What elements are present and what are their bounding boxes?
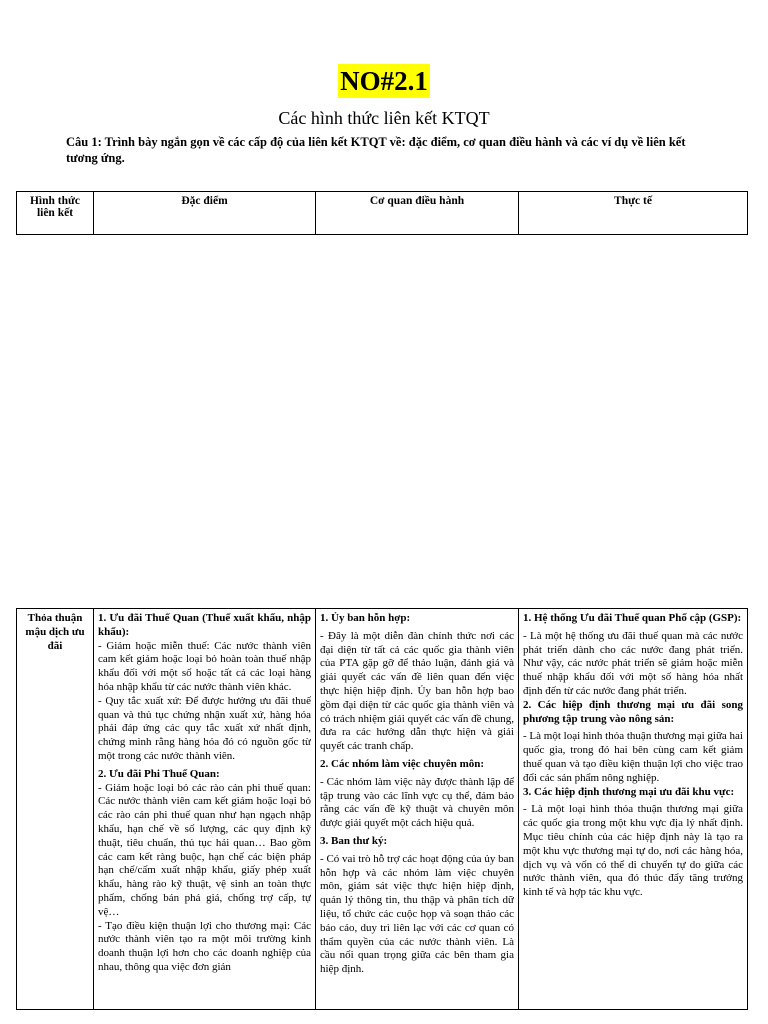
header-table: [16, 191, 748, 235]
thuc-te-para-3: - Là một loại hình thỏa thuận thương mại giữa các quốc gia trong một khu vực địa lý nhất định. Mục tiêu chính của các hiệp định này là tạo ra một khu vực thương mại tự do, nơi các hàng hóa, dịch vụ và vốn có thể di chuyển tự do giữa các nước thành viên, qua đó thúc đẩy tăng trưởng kinh tế và hợp tác khu vực.: [523, 803, 743, 899]
document-subtitle: Các hình thức liên kết KTQT: [278, 108, 490, 128]
dac-diem-heading-1: 1. Ưu đãi Thuế Quan (Thuế xuất khẩu, nhập khẩu):: [98, 612, 311, 638]
title-container: [0, 64, 768, 98]
header-hinh-thuc: Hình thức liên kết: [17, 192, 94, 235]
content-table: [16, 608, 748, 1010]
dac-diem-heading-2: 2. Ưu đãi Phi Thuế Quan:: [98, 767, 220, 780]
thuc-te-heading-2: 2. Các hiệp định thương mại ưu đãi song phương tập trung vào nông sản:: [523, 698, 743, 725]
question-text: Câu 1: Trình bày ngắn gọn về các cấp độ của liên kết KTQT về: đặc điểm, cơ quan điều hành và các ví dụ về liên kết tương ứng.: [66, 135, 686, 165]
co-quan-heading-1: 1. Ủy ban hỗn hợp:: [320, 612, 411, 624]
row-form-cell: [17, 609, 94, 1010]
dac-diem-para-1: - Giảm hoặc miễn thuế: Các nước thành viên cam kết giảm hoặc loại bỏ hoàn toàn thuế nhập khẩu đối với một số hoặc tất cả các loại hàng hóa nhập khẩu từ các nước thành viên khác.: [98, 639, 311, 693]
dac-diem-para-3: - Giảm hoặc loại bỏ các rào cản phi thuế quan: Các nước thành viên cam kết giảm hoặc loại bỏ các rào cản phi thuế quan như hạn ngạch nhập khẩu, hạn chế về số lượng, các quy định kỹ thuật, tiêu chuẩn, thủ tục hải quan… Bao gồm các cam kết ràng buộc, hạn chế các biện pháp hạn chế/cấm xuất nhập khẩu, giấy phép xuất khẩu, hàng rào kỹ thuật, vệ sinh an toàn thực phẩm, chống bán phá giá, chống trợ cấp, tự vệ…: [98, 781, 311, 918]
table-row: [17, 609, 748, 1010]
co-quan-para-1: - Đây là một diễn đàn chính thức nơi các đại diện từ tất cả các quốc gia thành viên của PTA gặp gỡ để thảo luận, đánh giá và giải quyết các vấn đề liên quan đến việc thực hiện hiệp định. Ủy ban hỗn hợp bao gồm đại diện từ các quốc gia thành viên và có trách nhiệm giải quyết các vấn đề chung, đưa ra các hướng dẫn thực hiện và giải quyết các tranh chấp.: [320, 629, 514, 753]
thuc-te-para-1: - Là một hệ thống ưu đãi thuế quan mà các nước phát triển dành cho các nước đang phát triển. Như vậy, các nước phát triển sẽ giảm hoặc miễn thuế nhập khẩu đối với một số hàng hóa nhất định đến từ các nước đang phát triển.: [523, 629, 743, 697]
dac-diem-para-2: - Quy tắc xuất xứ: Để được hưởng ưu đãi thuế quan và thủ tục chứng nhận xuất xứ, hàng hóa phải đáp ứng các quy tắc xuất xứ nhất định, chứng minh rằng hàng hóa đó có nguồn gốc từ một trong các nước thành viên.: [98, 694, 311, 762]
thuc-te-para-2: - Là một loại hình thỏa thuận thương mại giữa hai quốc gia, trong đó hai bên cùng cam kết giảm thuế quan và tạo điều kiện thuận lợi cho việc trao đổi các sản phẩm nông nghiệp.: [523, 730, 743, 784]
dac-diem-cell: [94, 609, 316, 1010]
co-quan-heading-3: 3. Ban thư ký:: [320, 834, 388, 847]
co-quan-cell: [316, 609, 519, 1010]
co-quan-heading-2: 2. Các nhóm làm việc chuyên môn:: [320, 757, 485, 770]
header-dac-diem: Đặc điểm: [94, 192, 316, 235]
document-title: NO#2.1: [340, 66, 428, 96]
dac-diem-para-4: - Tạo điều kiện thuận lợi cho thương mại: Các nước thành viên tạo ra một môi trường kinh doanh thuận lợi hơn cho các doanh nghiệp của nhau, thông qua việc đơn giản: [98, 919, 311, 973]
thuc-te-heading-1: 1. Hệ thống Ưu đãi Thuế quan Phổ cập (GSP):: [523, 612, 742, 624]
row-form-label: Thỏa thuận mậu dịch ưu đãi: [25, 612, 85, 652]
header-row: [17, 192, 748, 235]
co-quan-para-2: - Các nhóm làm việc này được thành lập để tập trung vào các lĩnh vực cụ thể, đảm bảo rằng các vấn đề kỹ thuật và chuyên môn được giải quyết một cách hiệu quả.: [320, 775, 514, 830]
header-co-quan: Cơ quan điều hành: [316, 192, 519, 235]
co-quan-para-3: - Có vai trò hỗ trợ các hoạt động của ủy ban hỗn hợp và các nhóm làm việc chuyên môn, giám sát việc thực hiện hiệp định, quản lý thông tin, thu thập và phân tích dữ liệu, tổ chức các cuộc họp và soạn thảo các báo cáo, duy trì liên lạc với các cơ quan có thẩm quyền của các nước thành viên. Là cầu nối quan trọng giữa các bên tham gia hiệp định.: [320, 852, 514, 976]
thuc-te-cell: [519, 609, 748, 1010]
header-thuc-te: Thực tế: [519, 192, 748, 235]
thuc-te-heading-3: 3. Các hiệp định thương mại ưu đãi khu vực:: [523, 785, 735, 798]
